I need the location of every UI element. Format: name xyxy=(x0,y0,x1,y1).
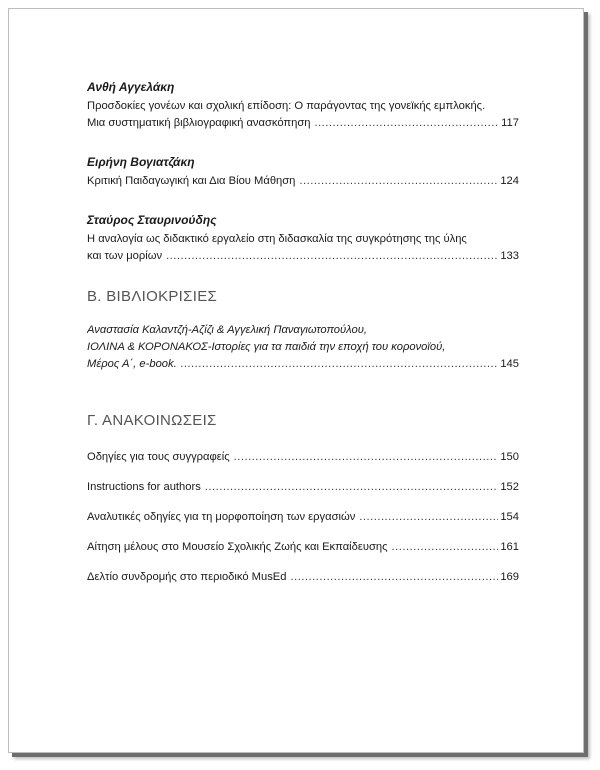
section-heading-announcements: Γ. ΑΝΑΚΟΙΝΩΣΕΙΣ xyxy=(87,412,217,429)
page-number: 169 xyxy=(500,571,519,583)
entry-title-line: και των μορίων xyxy=(87,250,163,262)
entry-title-leader-line xyxy=(87,115,519,132)
review-line: ΙΟΛΙΝΑ & ΚΟΡΟΝΑΚΟΣ-Ιστορίες για τα παιδιά την εποχή του κορονοϊού, xyxy=(87,341,446,353)
entry-title-line: Κριτική Παιδαγωγική και Δια Βίου Μάθηση xyxy=(87,175,296,187)
dot-leader xyxy=(166,248,498,265)
page-number: 152 xyxy=(500,481,519,493)
entry-author: Ανθή Αγγελάκη xyxy=(87,80,175,94)
entry-title-leader-line xyxy=(87,173,519,190)
table-of-contents xyxy=(87,79,519,599)
page-number: 117 xyxy=(501,117,519,129)
review-line: Αναστασία Καλαντζή-Αζίζι & Αγγελική Παναγιωτοπούλου, xyxy=(87,324,367,336)
announcement-title: Δελτίο συνδρομής στο περιοδικό MusEd xyxy=(87,571,287,583)
dot-leader xyxy=(299,173,498,190)
entry-title-leader-line xyxy=(87,248,519,265)
announcement-item xyxy=(87,449,519,466)
book-review-entry xyxy=(87,322,519,373)
announcement-item xyxy=(87,509,519,526)
page-number: 150 xyxy=(500,451,519,463)
page-number: 124 xyxy=(500,175,519,187)
dot-leader xyxy=(205,479,499,496)
announcement-title: Αίτηση μέλους στο Μουσείο Σχολικής Ζωής και Εκπαίδευσης xyxy=(87,541,388,553)
entry-title-line: Προσδοκίες γονέων και σχολική επίδοση: Ο παράγοντας της γονεϊκής εμπλοκής. xyxy=(87,100,486,112)
page-number: 154 xyxy=(500,511,519,523)
announcement-item xyxy=(87,569,519,586)
toc-entry xyxy=(87,212,519,265)
dot-leader xyxy=(181,356,499,373)
dot-leader xyxy=(392,539,499,556)
announcement-title: Αναλυτικές οδηγίες για τη μορφοποίηση των εργασιών xyxy=(87,511,356,523)
dot-leader xyxy=(314,115,499,132)
document-page xyxy=(8,8,584,753)
announcement-title: Οδηγίες για τους συγγραφείς xyxy=(87,451,230,463)
announcement-title: Instructions for authors xyxy=(87,481,201,493)
announcement-item xyxy=(87,479,519,496)
review-line: Μέρος Α΄, e-book. xyxy=(87,358,177,370)
section-heading-book-reviews: Β. ΒΙΒΛΙΟΚΡΙΣΙΕΣ xyxy=(87,288,218,305)
review-leader-line xyxy=(87,356,519,373)
page-number: 161 xyxy=(500,541,519,553)
entry-author: Ειρήνη Βογιατζάκη xyxy=(87,155,195,169)
dot-leader xyxy=(359,509,498,526)
announcement-item xyxy=(87,539,519,556)
page-number: 145 xyxy=(500,358,519,370)
entry-author: Σταύρος Σταυρινούδης xyxy=(87,213,217,227)
dot-leader xyxy=(234,449,499,466)
toc-entry xyxy=(87,154,519,190)
entry-title-line: Μια συστηματική βιβλιογραφική ανασκόπηση xyxy=(87,117,311,129)
page-number: 133 xyxy=(500,250,519,262)
dot-leader xyxy=(290,569,498,586)
toc-entry xyxy=(87,79,519,132)
entry-title-line: Η αναλογία ως διδακτικό εργαλείο στη διδασκαλία της συγκρότησης της ύλης xyxy=(87,233,467,245)
